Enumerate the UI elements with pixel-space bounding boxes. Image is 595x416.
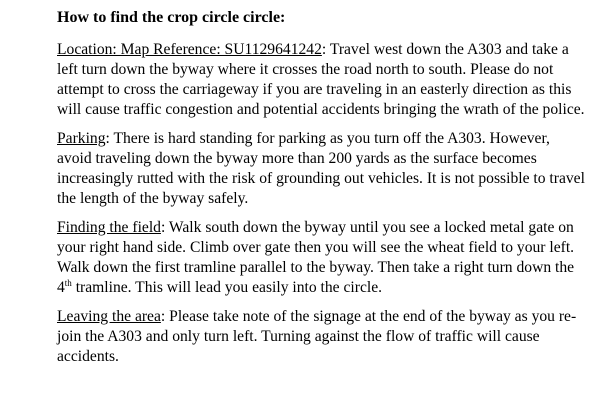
section-text-finding-the-field: Walk south down the byway until you see a locked metal gate on your right hand side. Climb over gate then you will see the wheat field to your left. Walk down the first tramline parallel to the byway. Then take a right turn down the 4 (57, 219, 575, 296)
section-text-location: Travel west down the A303 and take a left turn down the byway where it crosses the road north to south. Please do not attempt to cross the carriageway if you are traveling in an easterly direction as this will cause traffic congestion and potential accidents bringing the wrath of the police. (57, 41, 585, 118)
section-separator: : (105, 130, 114, 147)
ordinal-suffix: th (64, 277, 72, 288)
section-separator: : (160, 308, 170, 325)
section-text-finding-the-field-end: tramline. This will lead you easily into the circle. (71, 279, 383, 296)
section-location (57, 40, 587, 120)
section-text-parking: There is hard standing for parking as you turn off the A303. However, avoid traveling down the byway more than 200 yards as the surface becomes increasingly rutted with the risk of grounding out vehicles. It is not possible to travel the length of the byway safely. (57, 130, 585, 207)
section-separator: : (160, 219, 169, 236)
document (57, 8, 587, 376)
section-text-leaving-the-area: Please take note of the signage at the end of the byway as you re-join the A303 and only turn left. Turning against the flow of traffic will cause accidents. (57, 308, 577, 365)
section-heading-location: Location: Map Reference: SU1129641242 (57, 41, 322, 58)
document-title: How to find the crop circle circle: (57, 9, 286, 26)
section-heading-finding-the-field: Finding the field (57, 219, 161, 236)
section-separator: : (321, 41, 330, 58)
section-leaving-the-area (57, 307, 587, 367)
section-heading-parking: Parking (57, 130, 106, 147)
section-finding-the-field (57, 218, 587, 298)
section-heading-leaving-the-area: Leaving the area (57, 308, 161, 325)
section-parking (57, 129, 587, 209)
